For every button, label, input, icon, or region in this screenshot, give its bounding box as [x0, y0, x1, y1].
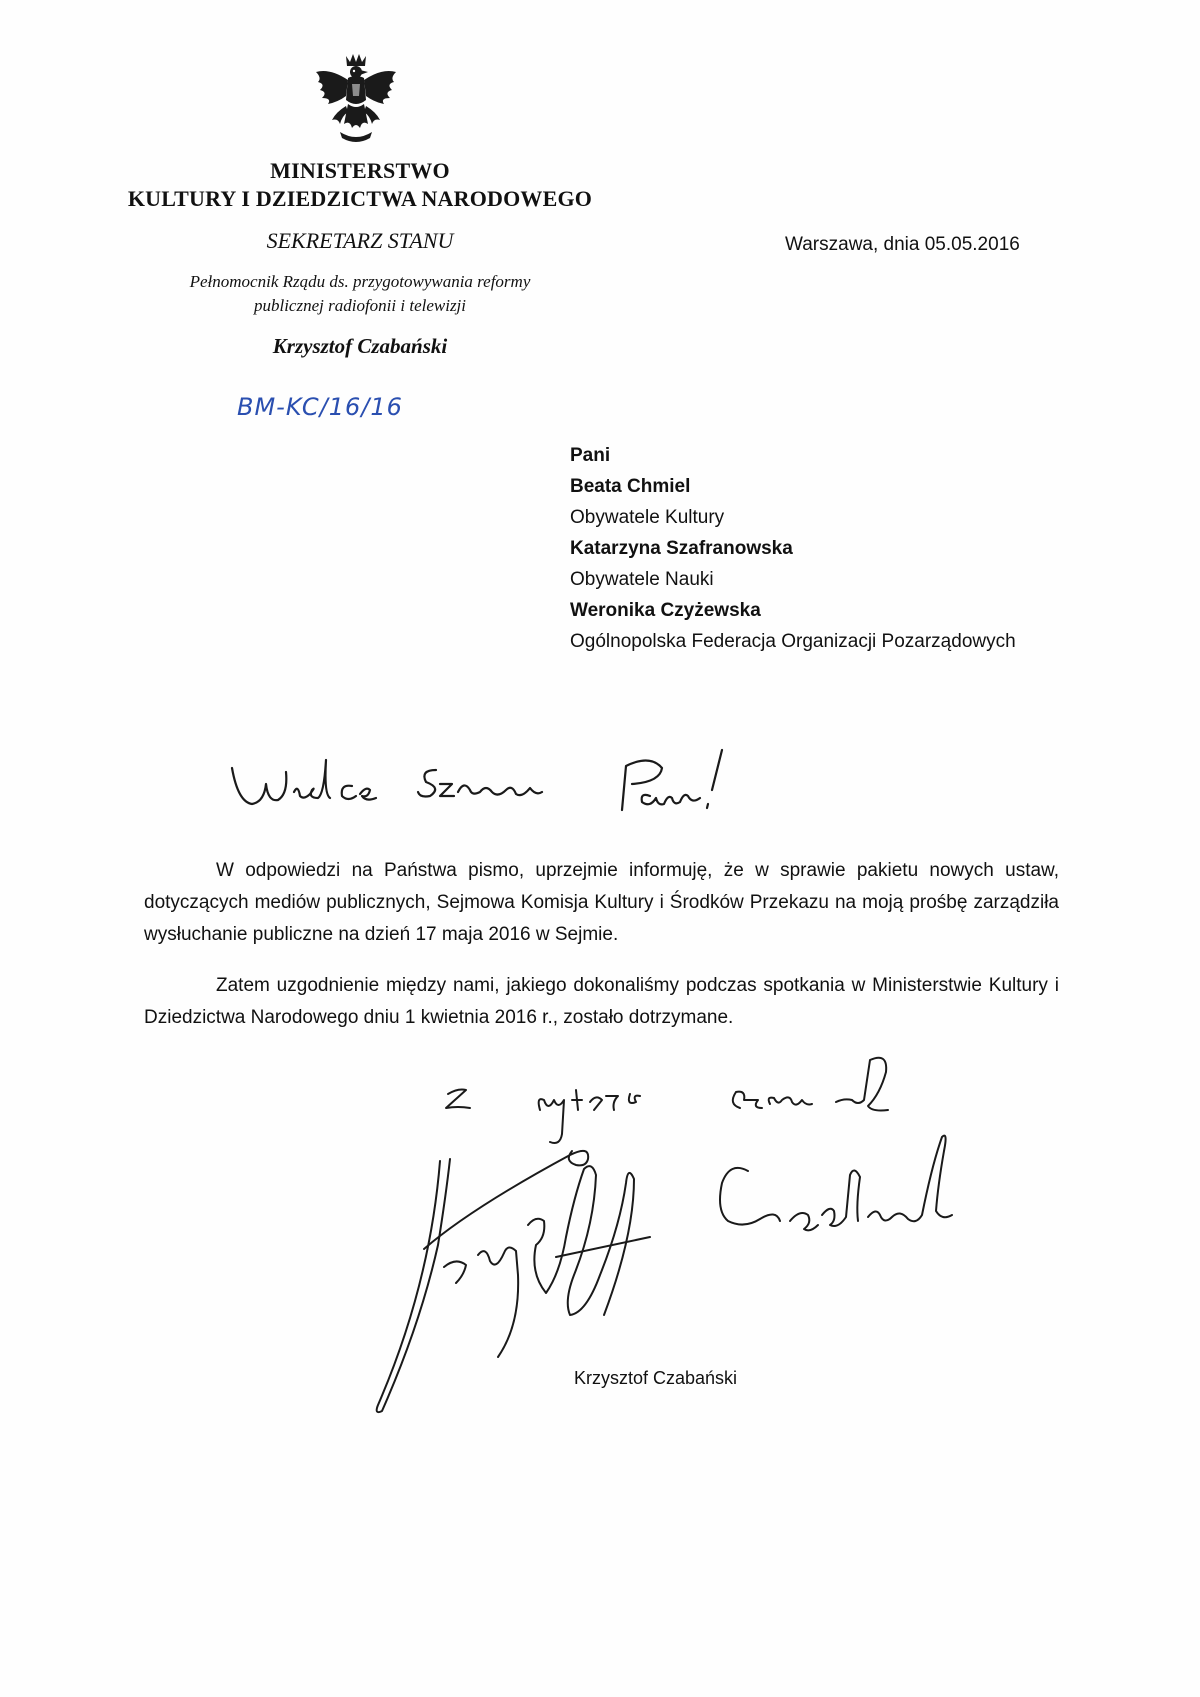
- closing-text: Z wyrazami szacunku: [440, 1050, 449, 1051]
- recipient-2-org: Obywatele Nauki: [570, 569, 714, 590]
- position-title: SEKRETARZ STANU: [266, 228, 454, 253]
- recipient-salutation: Pani: [570, 445, 611, 466]
- ministry-name-line1: MINISTERSTWO: [270, 158, 450, 183]
- role-line-2: publicznej radiofonii i telewizji: [253, 296, 467, 315]
- role-line-1: Pełnomocnik Rządu ds. przygotowywania reformy: [189, 272, 531, 291]
- salutation-text: Wielce Szanowne Panie!: [230, 740, 240, 741]
- recipients-block: [570, 440, 1016, 657]
- typed-signature-name: Krzysztof Czabański: [574, 1368, 738, 1388]
- ministry-name-line2: KULTURY I DZIEDZICTWA NARODOWEGO: [127, 186, 593, 211]
- signature-text: Krzysztof Czabański: [360, 1125, 369, 1126]
- role-description: [80, 270, 640, 318]
- reference-number-text: BM-KC/16/16: [237, 393, 403, 421]
- letter-date: Warszawa, dnia 05.05.2016: [785, 234, 1020, 255]
- recipient-1-name: Beata Chmiel: [570, 476, 691, 497]
- body-paragraph-1: W odpowiedzi na Państwa pismo, uprzejmie informuję, że w sprawie pakietu nowych ustaw, dotyczących mediów publicznych, Sejmowa Komisja Kultury i Środków Przekazu na moją prośbę zarządziła wysłuchanie publiczne na dzień 17 maja 2016 w Sejmie.: [144, 860, 1059, 945]
- body-paragraph-2: Zatem uzgodnienie między nami, jakiego dokonaliśmy podczas spotkania w Ministerstwie Kultury i Dziedzictwa Narodowego dniu 1 kwietnia 2016 r., zostało dotrzymane.: [144, 975, 1059, 1028]
- handwritten-reference-number: [237, 385, 437, 425]
- recipient-3-org: Ogólnopolska Federacja Organizacji Pozarządowych: [570, 631, 1016, 652]
- letterhead-signer-name: Krzysztof Czabański: [272, 334, 448, 358]
- recipient-3-name: Weronika Czyżewska: [570, 600, 761, 621]
- handwritten-salutation: [230, 740, 830, 830]
- recipient-1-org: Obywatele Kultury: [570, 507, 725, 528]
- recipient-2-name: Katarzyna Szafranowska: [570, 538, 793, 559]
- polish-eagle-emblem-icon: [310, 50, 402, 148]
